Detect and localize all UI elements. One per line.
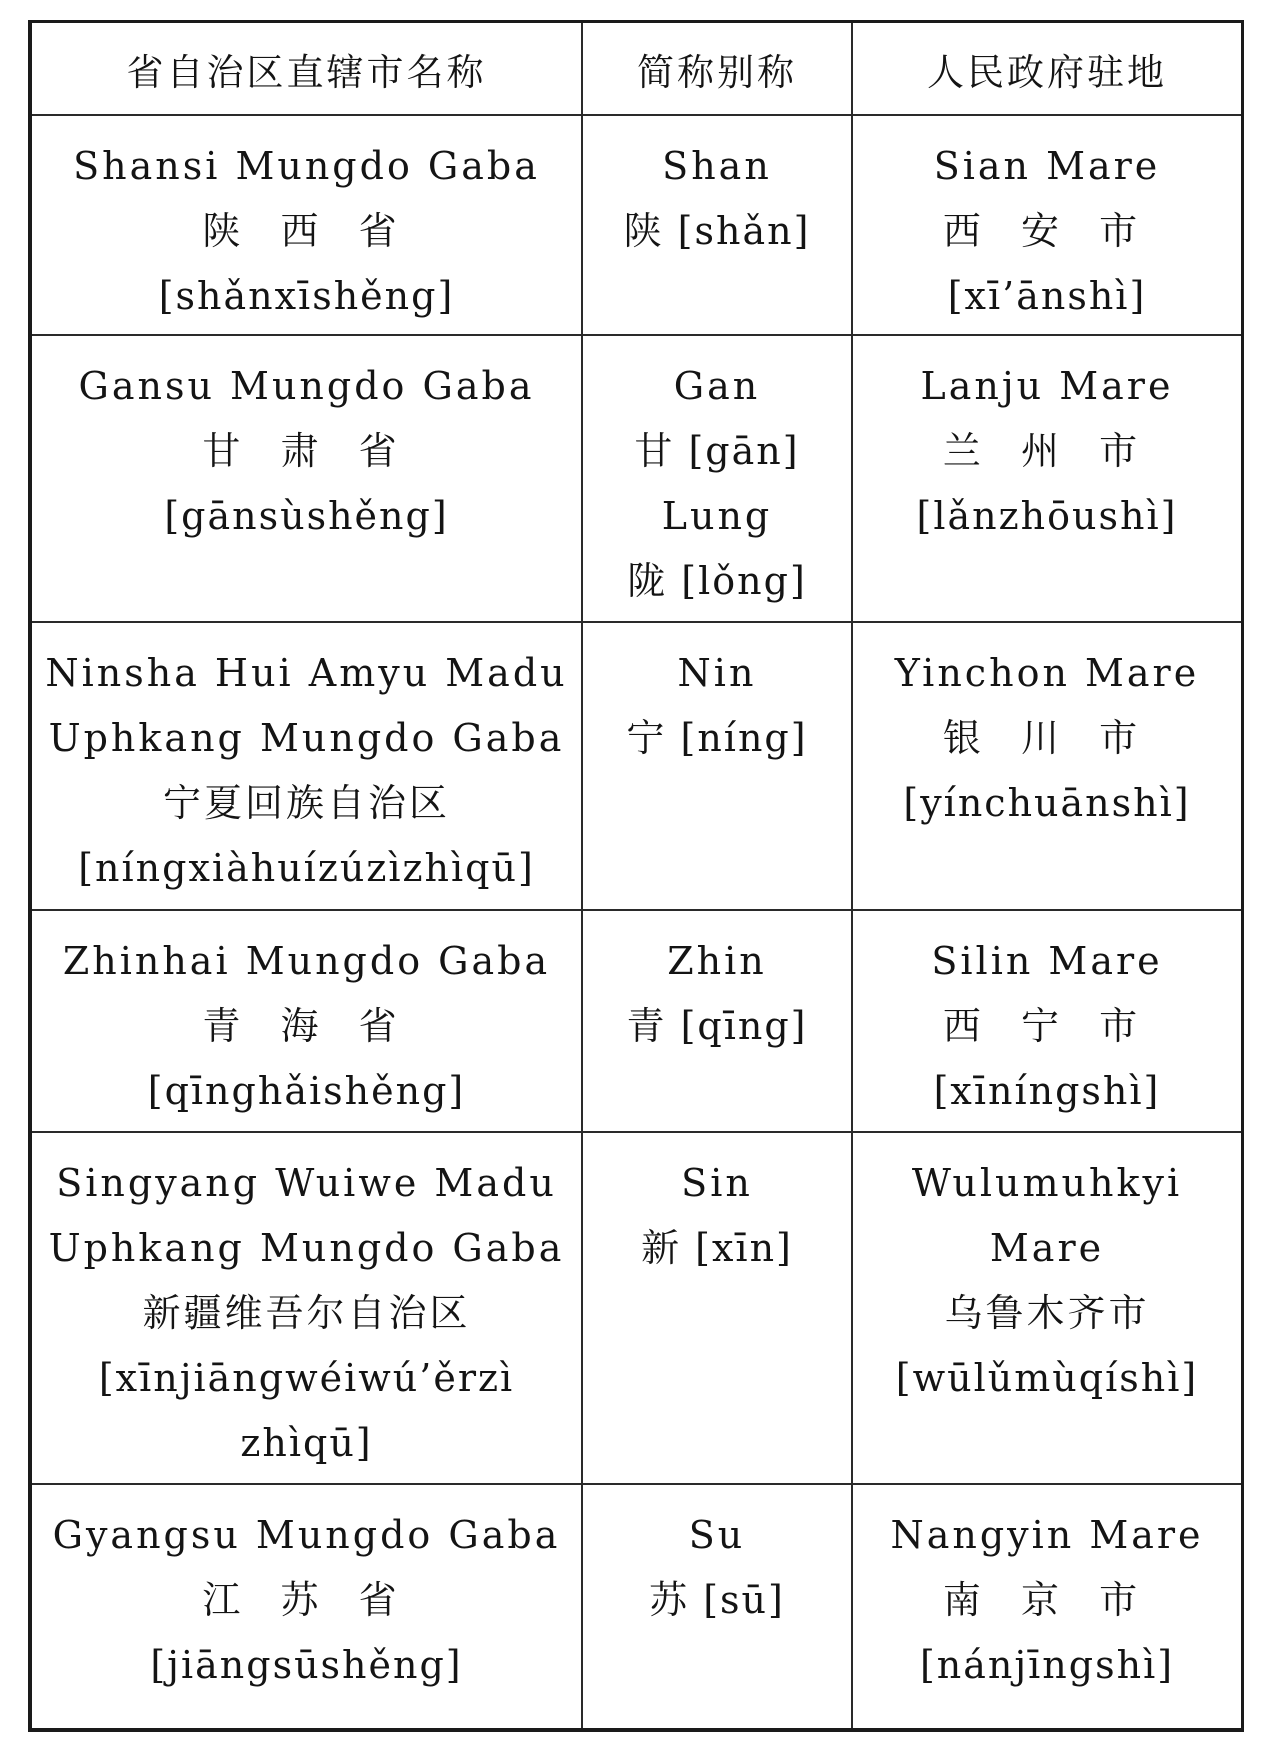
abbreviation-cell bbox=[582, 1132, 852, 1484]
name-cell bbox=[32, 910, 582, 1132]
abbreviation-line: 宁 [níng] bbox=[626, 716, 808, 760]
abbreviation-line: Nin bbox=[677, 651, 757, 695]
name-line: [shǎnxīshěng] bbox=[158, 274, 455, 318]
name-line: [qīnghǎishěng] bbox=[147, 1069, 466, 1113]
seat-line: [wūlǔmùqíshì] bbox=[895, 1356, 1199, 1400]
seat-line: 兰 州 市 bbox=[942, 429, 1152, 473]
abbreviation-line: 青 [qīng] bbox=[626, 1004, 808, 1048]
name-line: 新疆维吾尔自治区 bbox=[142, 1291, 471, 1335]
seat-line: Sian Mare bbox=[933, 144, 1161, 188]
seat-cell bbox=[852, 1484, 1241, 1728]
name-cell bbox=[32, 1484, 582, 1728]
name-cell bbox=[32, 1132, 582, 1484]
abbreviation-line: Shan bbox=[662, 144, 772, 188]
seat-line: 南 京 市 bbox=[942, 1578, 1152, 1622]
seat-line: Mare bbox=[989, 1226, 1105, 1270]
table-row bbox=[32, 335, 1241, 622]
abbreviation-line: Sin bbox=[681, 1161, 753, 1205]
name-cell bbox=[32, 622, 582, 910]
name-line: Gyangsu Mungdo Gaba bbox=[52, 1513, 561, 1557]
province-table bbox=[32, 23, 1241, 1728]
abbreviation-line: Zhin bbox=[667, 939, 767, 983]
name-line: [gānsùshěng] bbox=[164, 494, 449, 538]
table-row bbox=[32, 115, 1241, 335]
header-seat: 人民政府驻地 bbox=[852, 23, 1241, 115]
abbreviation-line: 陕 [shǎn] bbox=[623, 209, 811, 253]
name-line: [jiāngsūshěng] bbox=[150, 1643, 463, 1687]
seat-line: Yinchon Mare bbox=[894, 651, 1200, 695]
table-row bbox=[32, 910, 1241, 1132]
name-cell bbox=[32, 115, 582, 335]
abbreviation-line: 甘 [gān] bbox=[634, 429, 800, 473]
name-line: 宁夏回族自治区 bbox=[162, 781, 450, 825]
seat-line: Wulumuhkyi bbox=[911, 1161, 1183, 1205]
abbreviation-line: Gan bbox=[673, 364, 761, 408]
name-line: 陕 西 省 bbox=[202, 209, 411, 253]
name-line: zhìqū] bbox=[240, 1421, 373, 1465]
seat-line: [xīníngshì] bbox=[933, 1069, 1161, 1113]
seat-line: Silin Mare bbox=[931, 939, 1163, 983]
seat-cell bbox=[852, 1132, 1241, 1484]
name-line: Zhinhai Mungdo Gaba bbox=[62, 939, 551, 983]
abbreviation-line: 新 [xīn] bbox=[641, 1226, 793, 1270]
table-row bbox=[32, 1484, 1241, 1728]
name-line: Singyang Wuiwe Madu bbox=[56, 1161, 557, 1205]
seat-line: [nánjīngshì] bbox=[919, 1643, 1175, 1687]
name-line: Gansu Mungdo Gaba bbox=[78, 364, 535, 408]
seat-cell bbox=[852, 115, 1241, 335]
table-row bbox=[32, 622, 1241, 910]
name-line: Ninsha Hui Amyu Madu bbox=[45, 651, 568, 695]
abbreviation-line: 陇 [lǒng] bbox=[627, 559, 807, 603]
seat-line: 乌鲁木齐市 bbox=[944, 1291, 1150, 1335]
seat-line: 西 宁 市 bbox=[942, 1004, 1152, 1048]
seat-line: [yínchuānshì] bbox=[903, 781, 1191, 825]
name-cell bbox=[32, 335, 582, 622]
seat-cell bbox=[852, 335, 1241, 622]
name-line: Shansi Mungdo Gaba bbox=[73, 144, 540, 188]
abbreviation-cell bbox=[582, 622, 852, 910]
header-abbreviation: 简称别称 bbox=[582, 23, 852, 115]
seat-cell bbox=[852, 622, 1241, 910]
abbreviation-cell bbox=[582, 335, 852, 622]
abbreviation-cell bbox=[582, 910, 852, 1132]
name-line: [xīnjiāngwéiwú’ěrzì bbox=[98, 1356, 515, 1400]
abbreviation-cell bbox=[582, 115, 852, 335]
abbreviation-line: Lung bbox=[661, 494, 773, 538]
name-line: 江 苏 省 bbox=[202, 1578, 411, 1622]
header-name: 省自治区直辖市名称 bbox=[32, 23, 582, 115]
seat-line: [xī’ānshì] bbox=[947, 274, 1147, 318]
name-line: Uphkang Mungdo Gaba bbox=[48, 1226, 565, 1270]
name-line: 青 海 省 bbox=[202, 1004, 411, 1048]
seat-line: 西 安 市 bbox=[942, 209, 1152, 253]
seat-cell bbox=[852, 910, 1241, 1132]
name-line: 甘 肃 省 bbox=[202, 429, 411, 473]
header-row bbox=[32, 23, 1241, 115]
province-table-page bbox=[28, 20, 1244, 1732]
seat-line: Lanju Mare bbox=[920, 364, 1174, 408]
name-line: [níngxiàhuízúzìzhìqū] bbox=[78, 846, 535, 890]
seat-line: [lǎnzhōushì] bbox=[916, 494, 1178, 538]
table-row bbox=[32, 1132, 1241, 1484]
abbreviation-line: 苏 [sū] bbox=[649, 1578, 785, 1622]
abbreviation-line: Su bbox=[688, 1513, 746, 1557]
name-line: Uphkang Mungdo Gaba bbox=[48, 716, 565, 760]
seat-line: 银 川 市 bbox=[942, 716, 1152, 760]
abbreviation-cell bbox=[582, 1484, 852, 1728]
seat-line: Nangyin Mare bbox=[890, 1513, 1204, 1557]
